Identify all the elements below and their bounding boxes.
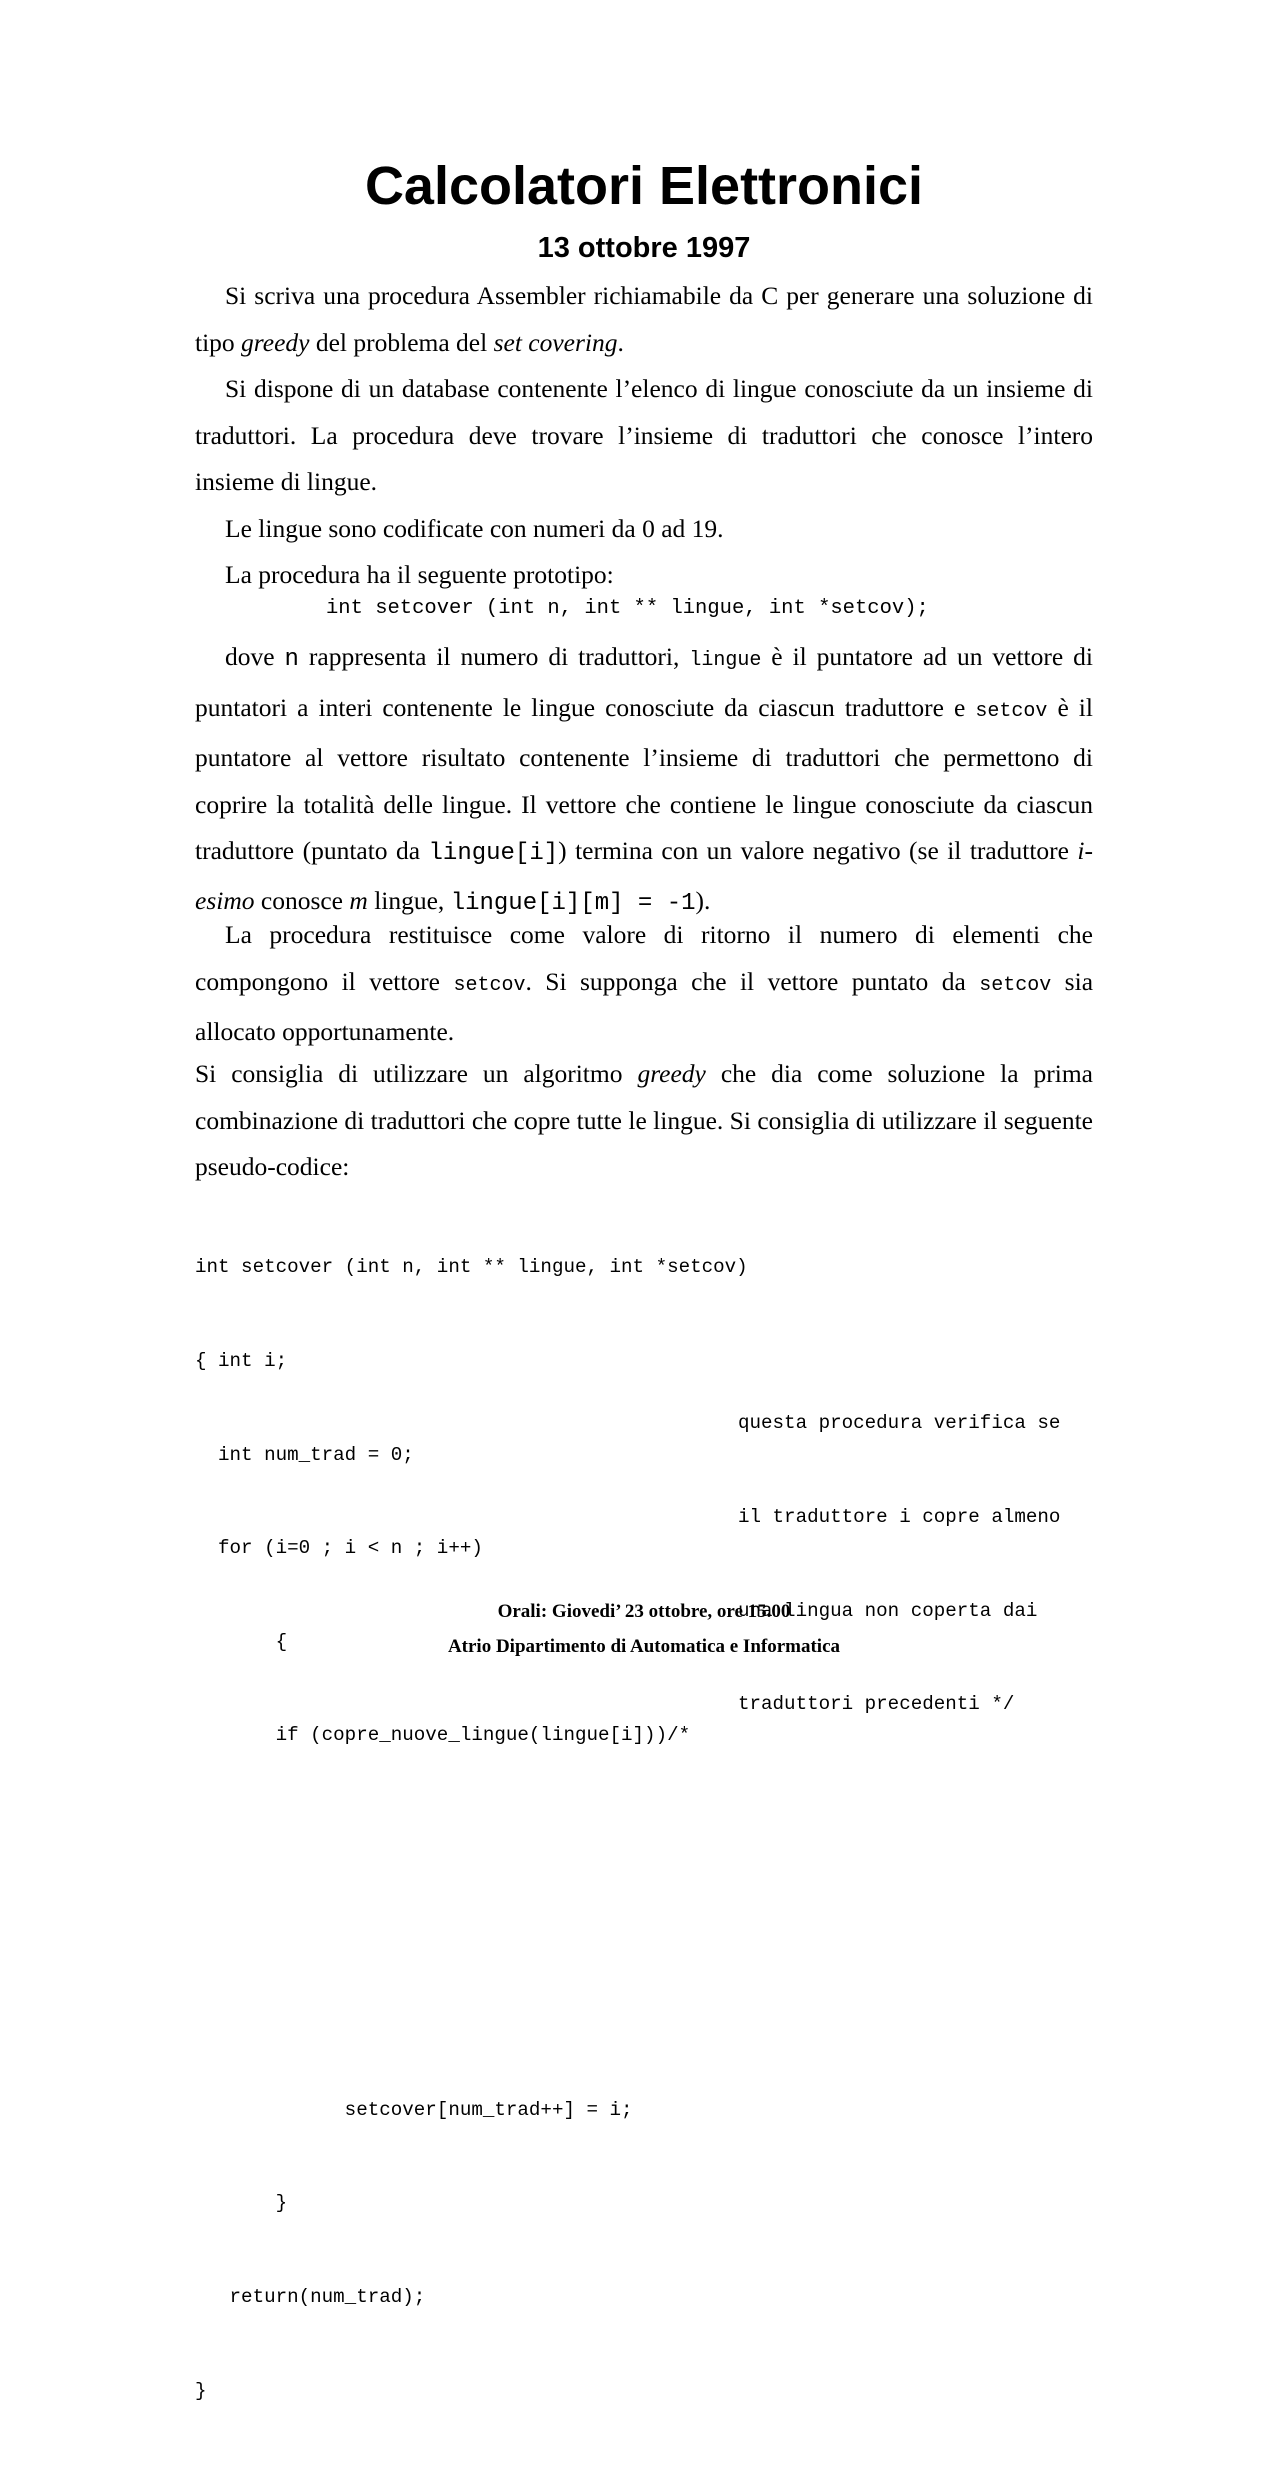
return-text-3: sia allocato opportunamente. bbox=[195, 966, 1094, 1046]
intro-text-a: tipo bbox=[195, 327, 242, 357]
encoding-line: Le lingue sono codificate con numeri da 0 ad 19. bbox=[225, 514, 724, 543]
code-lingue-i: lingue[i] bbox=[428, 840, 559, 867]
code-line bbox=[195, 1814, 748, 1845]
intro-text-c: . bbox=[617, 327, 624, 357]
return-paragraph bbox=[195, 912, 1093, 1056]
code-line: } bbox=[195, 2192, 288, 2215]
advice-text-2: che dia come soluzione la prima combinazione di traduttori che copre tutte le lingue. Si consiglia di utilizzare il seguente pseudo-codice: bbox=[195, 1059, 1094, 1181]
comment-line: il traduttore i copre almeno bbox=[738, 1506, 1061, 1529]
advice-paragraph bbox=[195, 1051, 1093, 1191]
code-lingue: lingue bbox=[689, 649, 762, 672]
intro-text-b: del problema del bbox=[309, 327, 494, 357]
code-n: n bbox=[284, 646, 299, 673]
description-paragraph bbox=[195, 634, 1093, 927]
code-line: } bbox=[195, 2379, 207, 2402]
code-line bbox=[195, 2001, 748, 2032]
i-esimo-term: i-esimo bbox=[195, 836, 1093, 915]
greedy-term: greedy bbox=[241, 327, 310, 357]
desc-text-5: ) termina con un valore negativo (se il traduttore bbox=[558, 836, 1078, 865]
code-setcov-1: setcov bbox=[453, 973, 526, 997]
code-setcov: setcov bbox=[975, 699, 1048, 723]
oral-exam-line: Orali: Giovedi’ 23 ottobre, ore 15.00 bbox=[497, 1601, 791, 1622]
desc-text-1: dove bbox=[225, 642, 285, 671]
code-line: return(num_trad); bbox=[195, 2285, 426, 2308]
comment-line: una lingua non coperta dai bbox=[738, 1599, 1038, 1622]
advice-text-1: Si consiglia di utilizzare un algoritmo bbox=[195, 1059, 638, 1088]
return-text-2: . Si supponga che il vettore puntato da bbox=[525, 966, 980, 996]
code-expr: lingue[i][m] = -1 bbox=[450, 889, 696, 917]
prototype-code: int setcover (int n, int ** lingue, int *setcov); bbox=[326, 597, 929, 620]
desc-text-3: è il puntatore ad un vettore di puntatori a interi contenente le lingue conosciute da ciascun traduttore e bbox=[195, 642, 1093, 722]
desc-text-6: conosce bbox=[254, 885, 350, 915]
code-line: int setcover (int n, int ** lingue, int *setcov) bbox=[195, 1256, 748, 1279]
code-line bbox=[195, 1908, 748, 1939]
pseudo-code-block bbox=[195, 1190, 748, 2469]
desc-text-4: è il puntatore al vettore risultato contenente l’insieme di traduttori che permettono di coprire la totalità delle lingue. Il vettore che contiene le lingue conosciute da ciascun traduttore (puntato da bbox=[195, 692, 1093, 865]
desc-text-8: ). bbox=[695, 885, 711, 915]
desc-text-2: rappresenta il numero di traduttori, bbox=[298, 642, 690, 671]
return-text-1: La procedura restituisce come valore di ritorno il numero di elementi che compongono il vettore bbox=[195, 920, 1093, 996]
code-line: int num_trad = 0; bbox=[195, 1443, 414, 1466]
intro-text: Si scriva una procedura Assembler richiamabile da C per generare una soluzione di bbox=[225, 281, 1093, 310]
database-paragraph: Si dispone di un database contenente l’elenco di lingue conosciute da un insieme di traduttori. La procedura deve trovare l’insieme di traduttori che conosce l’intero insieme di lingue. bbox=[195, 374, 1093, 496]
location-line: Atrio Dipartimento di Automatica e Informatica bbox=[447, 1636, 841, 1657]
code-comment-block bbox=[738, 1346, 1060, 1783]
m-term: m bbox=[349, 885, 368, 915]
greedy-term-2: greedy bbox=[637, 1059, 706, 1088]
set-covering-term: set covering bbox=[493, 327, 618, 357]
comment-line: questa procedura verifica se bbox=[738, 1412, 1061, 1435]
code-line: setcover[num_trad++] = i; bbox=[195, 2098, 633, 2121]
desc-text-7: lingue, bbox=[367, 885, 451, 915]
code-line: { int i; bbox=[195, 1350, 288, 1372]
code-line: if (copre_nuove_lingue(lingue[i]))/* bbox=[195, 1724, 691, 1747]
document-date: 13 ottobre 1997 bbox=[537, 232, 751, 264]
code-line: { bbox=[195, 1630, 288, 1653]
code-line: for (i=0 ; i < n ; i++) bbox=[195, 1537, 483, 1560]
intro-paragraph bbox=[195, 273, 1093, 366]
prototype-intro: La procedura ha il seguente prototipo: bbox=[225, 560, 614, 589]
code-setcov-2: setcov bbox=[979, 973, 1052, 997]
comment-line: traduttori precedenti */ bbox=[738, 1693, 1015, 1716]
document-title: Calcolatori Elettronici bbox=[364, 156, 924, 216]
